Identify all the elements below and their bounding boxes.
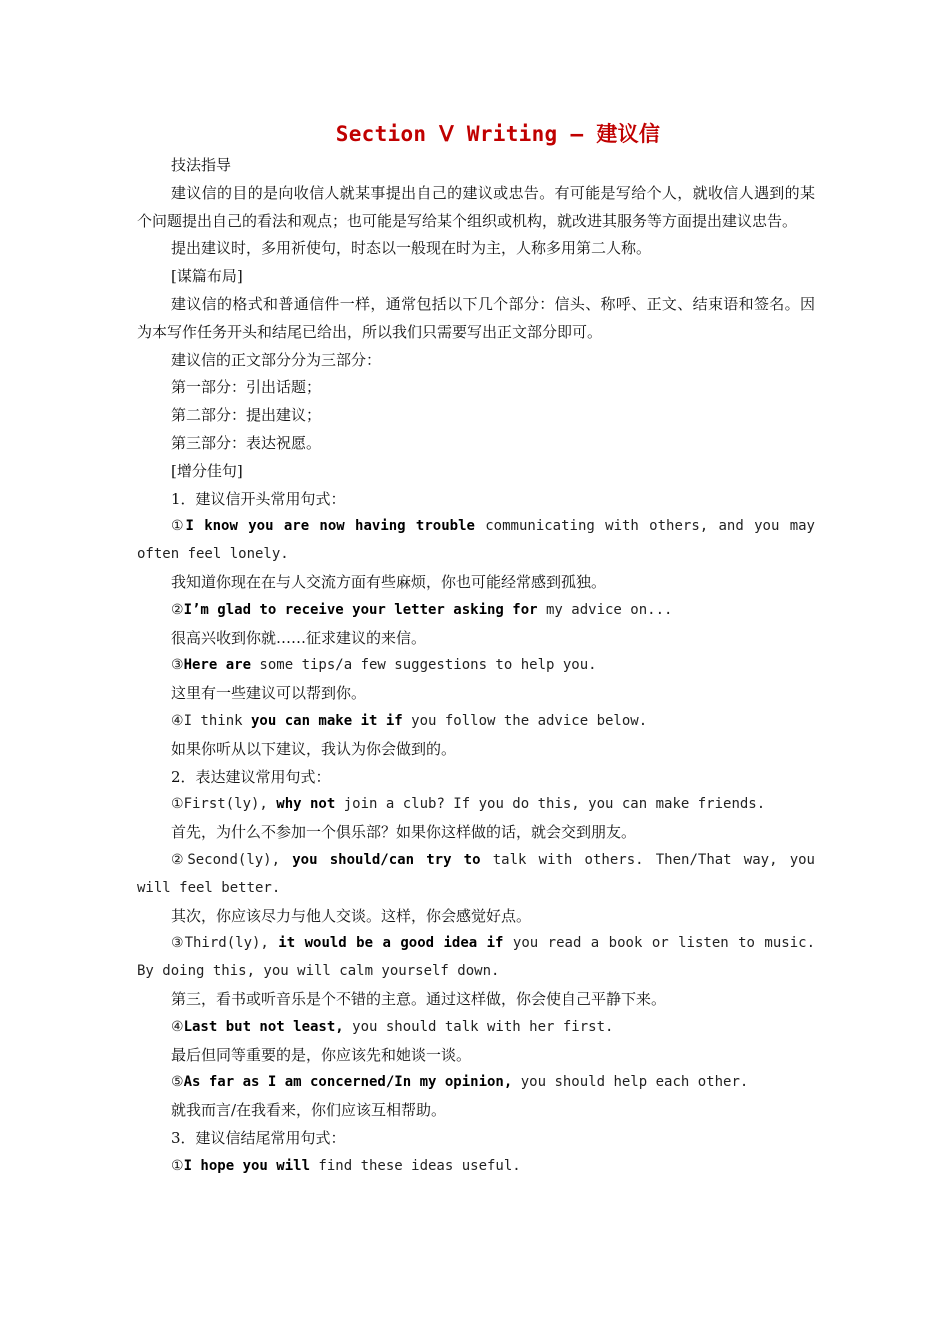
section-heading-sentences: [增分佳句]: [171, 461, 243, 480]
sentence-rest: some tips/a few suggestions to help you.: [251, 657, 597, 674]
sentence-translation: 如果你听从以下建议，我认为你会做到的。: [171, 739, 457, 758]
example-sentence: [137, 708, 815, 736]
key-phrase: you can make it if: [251, 712, 403, 729]
key-phrase: why not: [276, 796, 336, 813]
sentence-translation: 就我而言/在我看来，你们应该互相帮助。: [171, 1101, 447, 1120]
sentence-translation: 这里有一些建议可以帮到你。: [171, 684, 367, 703]
layout-part-2: 第二部分：提出建议；: [171, 406, 322, 425]
example-sentence: [137, 791, 815, 819]
key-phrase: it would be a good idea if: [278, 935, 504, 952]
document-body: [137, 152, 815, 1180]
section-heading-technique: 技法指导: [171, 156, 232, 174]
sentence-number: ④: [171, 1018, 184, 1035]
layout-paragraph-1: 建议信的格式和普通信件一样，通常包括以下几个部分：信头、称呼、正文、结束语和签名。因为本写作任务开头和结尾已给出，所以我们只需要写出正文部分即可。: [137, 294, 815, 341]
sentence-translation: 很高兴收到你就……征求建议的来信。: [171, 628, 427, 647]
example-sentence: [137, 930, 815, 986]
example-sentence: [137, 597, 815, 625]
example-sentence: [137, 652, 815, 680]
sentence-rest: join a club? If you do this, you can make friends.: [335, 796, 766, 813]
sentence-prefix: Second(ly),: [187, 851, 293, 868]
sentence-rest: you should help each other.: [512, 1074, 749, 1091]
example-sentence: [137, 1153, 815, 1181]
sentence-number: ③: [171, 657, 184, 674]
sentence-number: ①: [171, 1157, 184, 1174]
group-title-closing: 3．建议信结尾常用句式：: [171, 1128, 346, 1147]
sentence-number: ②: [171, 851, 188, 868]
section-heading-layout: [谋篇布局]: [171, 267, 243, 286]
key-phrase: I hope you will: [183, 1157, 310, 1174]
sentence-translation: 第三，看书或听音乐是个不错的主意。通过这样做，你会使自己平静下来。: [171, 989, 667, 1008]
sentence-rest: you read a book or listen to music. By doing this, you will calm yourself down.: [137, 935, 815, 980]
layout-part-3: 第三部分：表达祝愿。: [171, 433, 322, 452]
sentence-number: ②: [171, 601, 184, 618]
key-phrase: Last but not least,: [183, 1018, 344, 1035]
group-title-suggestions: 2．表达建议常用句式：: [171, 767, 331, 786]
intro-paragraph-2: 提出建议时，多用祈使句，时态以一般现在时为主，人称多用第二人称。: [171, 239, 652, 258]
layout-paragraph-2: 建议信的正文部分分为三部分：: [171, 350, 382, 369]
example-sentence: [137, 1069, 815, 1097]
layout-part-1: 第一部分：引出话题；: [171, 378, 322, 397]
sentence-translation: 其次，你应该尽力与他人交谈。这样，你会感觉好点。: [171, 906, 532, 925]
sentence-translation: 最后但同等重要的是，你应该先和她谈一谈。: [171, 1045, 472, 1064]
example-sentence: [137, 513, 815, 569]
sentence-number: ①: [171, 518, 186, 535]
sentence-translation: 首先，为什么不参加一个俱乐部？如果你这样做的话，就会交到朋友。: [171, 823, 637, 842]
sentence-prefix: First(ly),: [183, 796, 277, 813]
sentence-number: ⑤: [171, 1074, 184, 1091]
sentence-rest: talk with others. Then/That way, you will feel better.: [137, 851, 815, 896]
sentence-number: ③: [171, 935, 185, 952]
sentence-number: ④: [171, 712, 184, 729]
sentence-number: ①: [171, 796, 184, 813]
key-phrase: Here are: [183, 657, 251, 674]
intro-paragraph-1: 建议信的目的是向收信人就某事提出自己的建议或忠告。有可能是写给个人，就收信人遇到的某个问题提出自己的看法和观点；也可能是写给某个组织或机构，就改进其服务等方面提出建议忠告。: [137, 183, 815, 230]
sentence-rest: find these ideas useful.: [310, 1157, 521, 1174]
key-phrase: As far as I am concerned/In my opinion,: [183, 1074, 513, 1091]
sentence-translation: 我知道你现在在与人交流方面有些麻烦，你也可能经常感到孤独。: [171, 572, 607, 591]
page-title: Section Ⅴ Writing — 建议信: [335, 122, 661, 146]
group-title-opening: 1．建议信开头常用句式：: [171, 489, 346, 508]
sentence-rest: you follow the advice below.: [402, 712, 648, 729]
sentence-rest: communicating with others, and you may often feel lonely.: [137, 518, 815, 563]
example-sentence: [137, 847, 815, 903]
key-phrase: I’m glad to receive your letter asking for: [183, 601, 538, 618]
sentence-prefix: Third(ly),: [184, 935, 279, 952]
example-sentence: [137, 1014, 815, 1042]
sentence-prefix: I think: [183, 712, 251, 729]
sentence-rest: my advice on...: [537, 601, 673, 618]
key-phrase: I know you are now having trouble: [185, 518, 475, 535]
key-phrase: you should/can try to: [292, 851, 481, 868]
sentence-rest: you should talk with her first.: [343, 1018, 614, 1035]
